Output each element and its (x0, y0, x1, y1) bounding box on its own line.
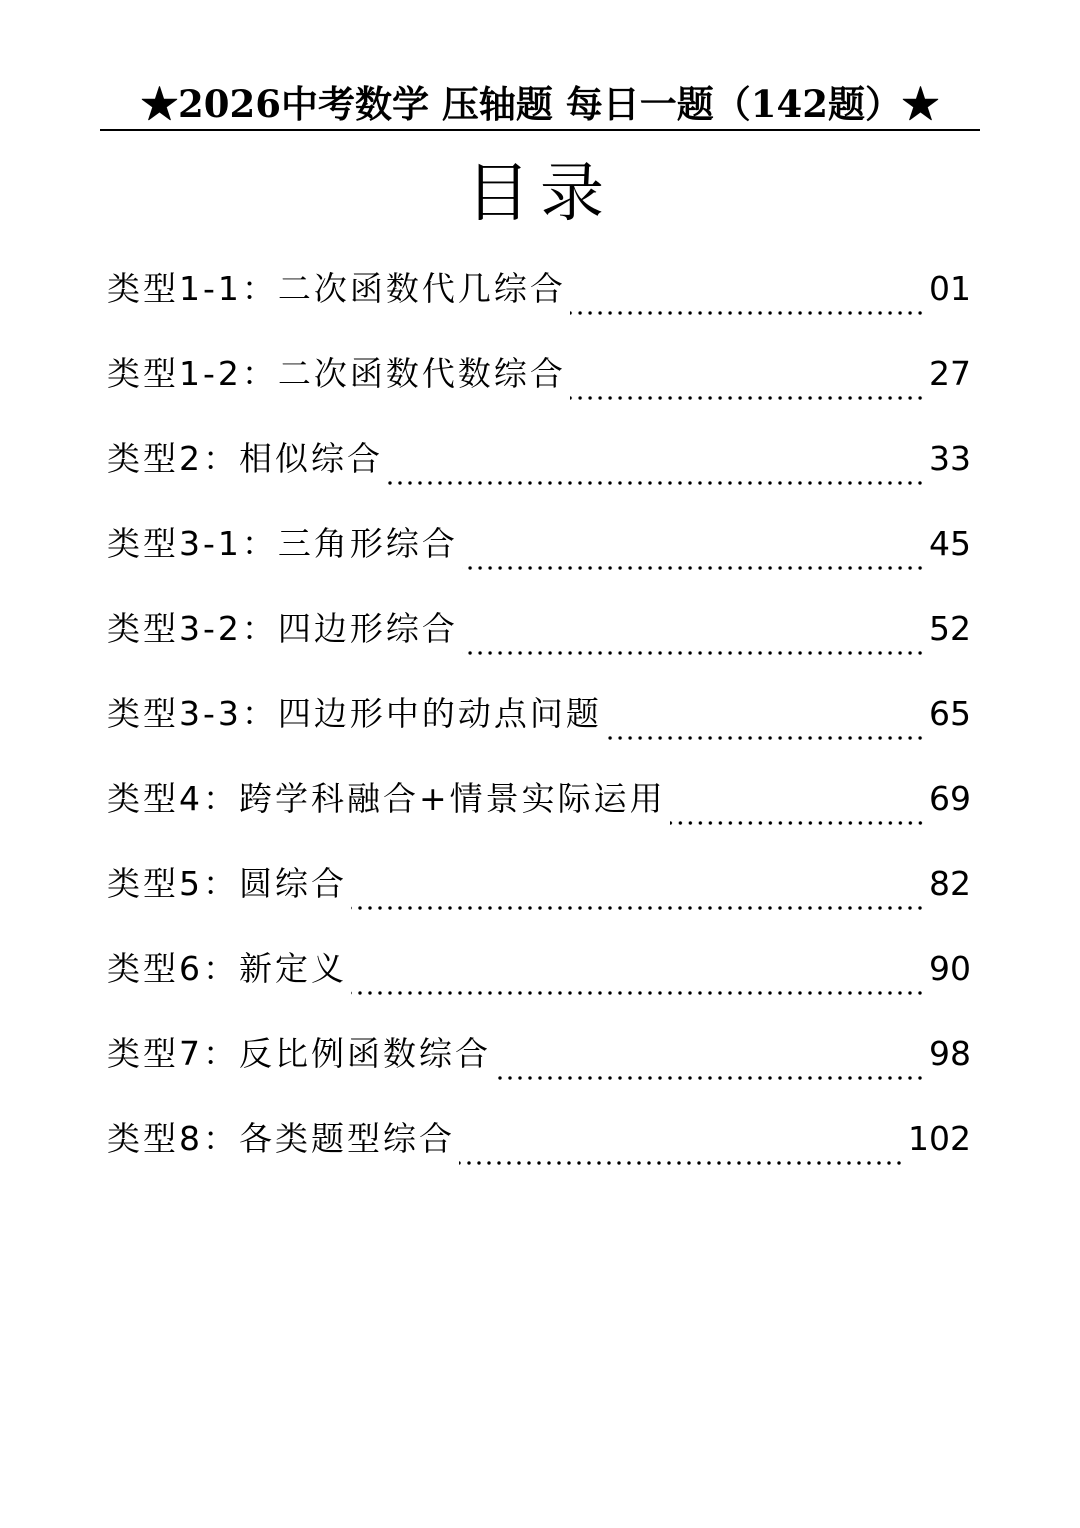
toc-entry-type-4[interactable] (107, 773, 971, 858)
toc-page-number: 01 (929, 269, 971, 308)
toc-page-number: 82 (929, 864, 971, 903)
toc-dot-leader (570, 311, 925, 315)
toc-entry-label: 类型4：跨学科融合+情景实际运用 (107, 779, 666, 818)
toc-dot-leader (351, 906, 925, 910)
toc-entry-type-3-1[interactable] (107, 518, 971, 603)
toc-dot-leader (462, 566, 925, 570)
toc-entry-label: 类型2：相似综合 (107, 439, 383, 478)
toc-dot-leader (495, 1076, 925, 1080)
toc-entry-type-8[interactable] (107, 1113, 971, 1198)
header-divider (100, 129, 980, 131)
toc-entry-type-3-2[interactable] (107, 603, 971, 688)
toc-entry-type-6[interactable] (107, 943, 971, 1028)
toc-entry-label: 类型3-2：四边形综合 (107, 609, 458, 648)
toc-dot-leader (387, 481, 925, 485)
toc-page-number: 33 (929, 439, 971, 478)
toc-entry-label: 类型6：新定义 (107, 949, 347, 988)
toc-dot-leader (462, 651, 925, 655)
toc-page-number: 69 (929, 779, 971, 818)
toc-entry-type-3-3[interactable] (107, 688, 971, 773)
toc-dot-leader (459, 1161, 904, 1165)
toc-entry-label: 类型1-2：二次函数代数综合 (107, 354, 566, 393)
toc-entry-label: 类型5：圆综合 (107, 864, 347, 903)
toc-entry-type-1-1[interactable] (107, 263, 971, 348)
toc-entry-type-2[interactable] (107, 433, 971, 518)
toc-page-number: 52 (929, 609, 971, 648)
toc-page-number: 90 (929, 949, 971, 988)
toc-entry-type-1-2[interactable] (107, 348, 971, 433)
toc-dot-leader (606, 736, 925, 740)
toc-page-number: 98 (929, 1034, 971, 1073)
toc-entry-type-7[interactable] (107, 1028, 971, 1113)
toc-entry-label: 类型8：各类题型综合 (107, 1119, 455, 1158)
toc-entry-label: 类型1-1：二次函数代几综合 (107, 269, 566, 308)
toc-entry-label: 类型3-3：四边形中的动点问题 (107, 694, 602, 733)
toc-entry-label: 类型7：反比例函数综合 (107, 1034, 491, 1073)
toc-entry-label: 类型3-1：三角形综合 (107, 524, 458, 563)
toc-dot-leader (570, 396, 925, 400)
document-header-title: ★2026中考数学 压轴题 每日一题（142题）★ (141, 82, 939, 126)
toc-dot-leader (351, 991, 925, 995)
table-of-contents (107, 263, 971, 1198)
toc-page-number: 27 (929, 354, 971, 393)
toc-page-number: 45 (929, 524, 971, 563)
toc-heading: 目录 (466, 157, 614, 231)
toc-dot-leader (670, 821, 925, 825)
toc-page-number: 65 (929, 694, 971, 733)
toc-entry-type-5[interactable] (107, 858, 971, 943)
toc-page-number: 102 (908, 1119, 971, 1158)
